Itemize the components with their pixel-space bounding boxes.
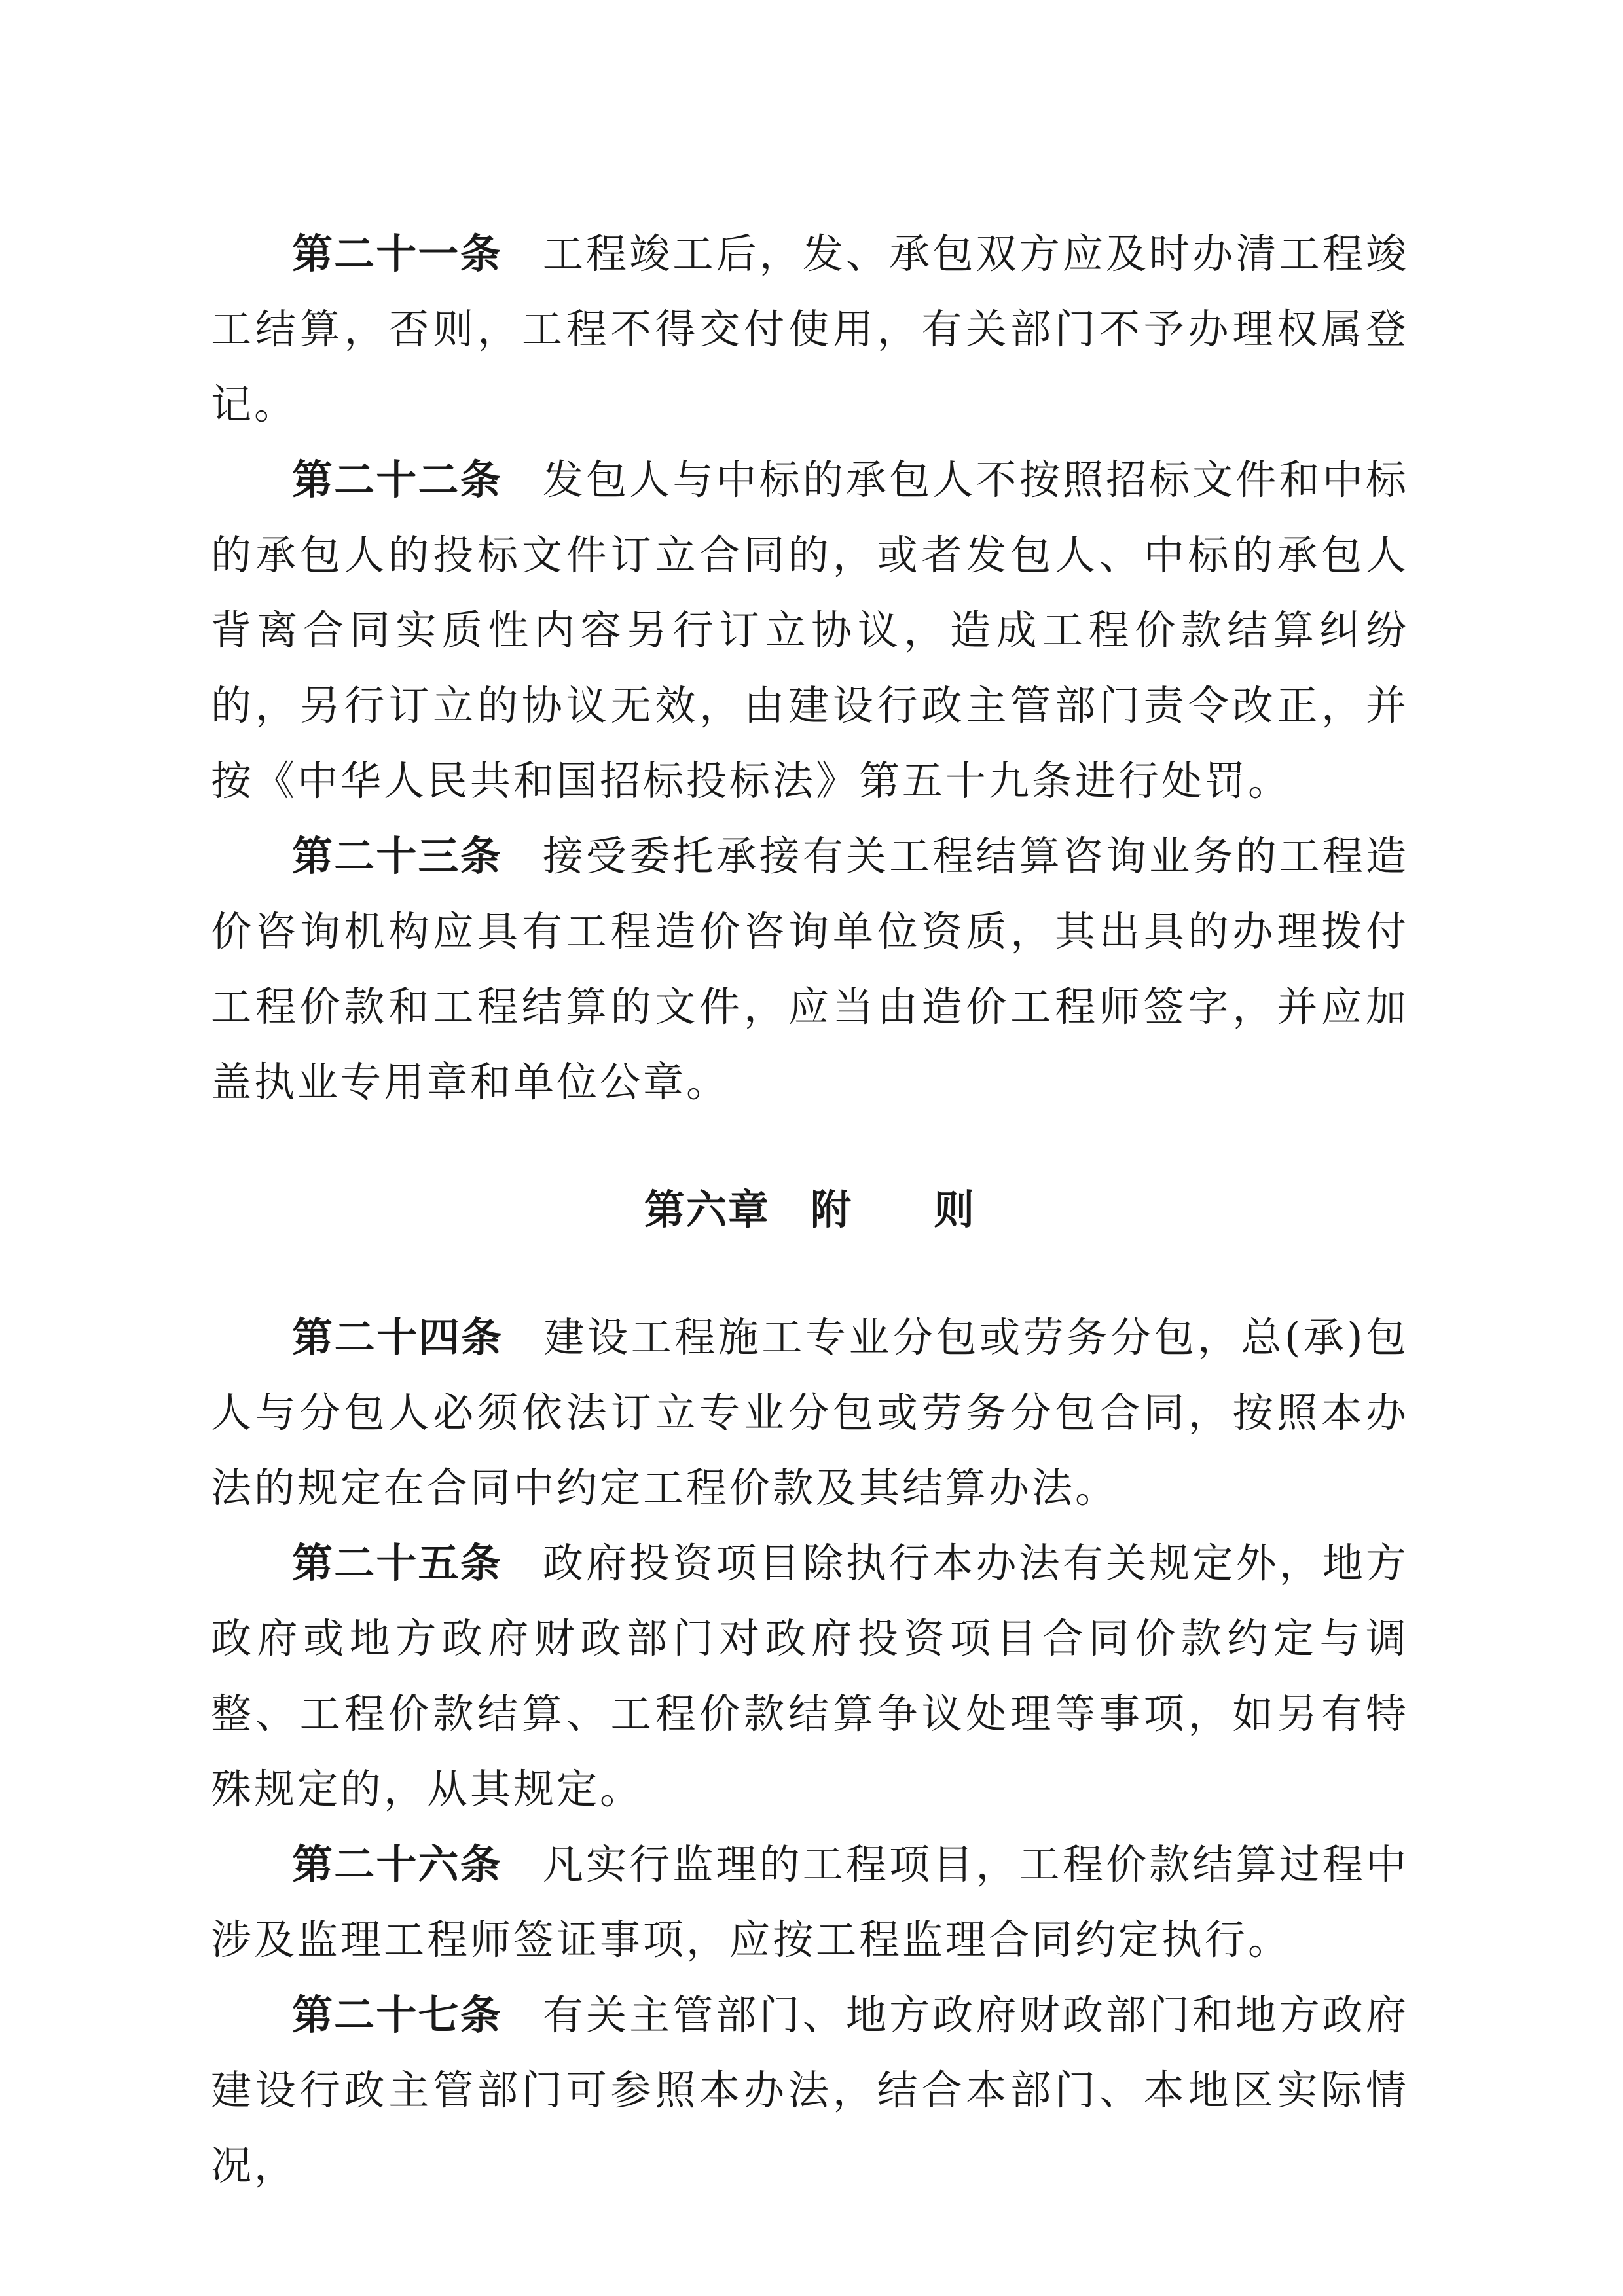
article-text: 有关主管部门、地方政府财政部门和地方政府建设行政主管部门可参照本办法，结合本部门、本地区实际情况， [211,1991,1409,2189]
article-text: 发包人与中标的承包人不按照招标文件和中标的承包人的投标文件订立合同的，或者发包人、中标的承包人背离合同实质性内容另行订立协议，造成工程价款结算纠纷的，另行订立的协议无效，由建设行政主管部门责令改正，并按《中华人民共和国招标投标法》第五十九条进行处罚。 [211,456,1409,805]
article-21 [211,216,1409,442]
article-number: 第二十六条 [292,1840,502,1888]
article-number: 第二十二条 [292,456,502,503]
article-22 [211,442,1409,818]
article-text: 接受委托承接有关工程结算咨询业务的工程造价咨询机构应具有工程造价咨询单位资质，其出具的办理拨付工程价款和工程结算的文件，应当由造价工程师签字，并应加盖执业专用章和单位公章。 [211,832,1409,1106]
article-number: 第二十七条 [292,1991,502,2039]
chapter-heading [211,1172,1409,1247]
article-number: 第二十三条 [292,832,502,880]
article-number: 第二十四条 [292,1313,503,1361]
article-25 [211,1525,1409,1827]
chapter-title-part1: 附 [810,1186,852,1233]
article-24 [211,1300,1409,1525]
article-27 [211,1977,1409,2203]
article-text: 建设工程施工专业分包或劳务分包，总(承)包人与分包人必须依法订立专业分包或劳务分包合同，按照本办法的规定在合同中约定工程价款及其结算办法。 [211,1313,1409,1512]
chapter-number: 第六章 [644,1186,770,1233]
chapter-title-part2: 则 [934,1186,976,1233]
article-text: 凡实行监理的工程项目，工程价款结算过程中涉及监理工程师签证事项，应按工程监理合同约定执行。 [211,1840,1409,1963]
article-23 [211,818,1409,1120]
article-26 [211,1827,1409,1977]
document-body [211,216,1409,2203]
article-number: 第二十一条 [292,230,502,278]
article-text: 政府投资项目除执行本办法有关规定外，地方政府或地方政府财政部门对政府投资项目合同价款约定与调整、工程价款结算、工程价款结算争议处理等事项，如另有特殊规定的，从其规定。 [211,1539,1409,1813]
article-text: 工程竣工后，发、承包双方应及时办清工程竣工结算，否则，工程不得交付使用，有关部门不予办理权属登记。 [211,230,1409,428]
article-number: 第二十五条 [292,1539,502,1587]
